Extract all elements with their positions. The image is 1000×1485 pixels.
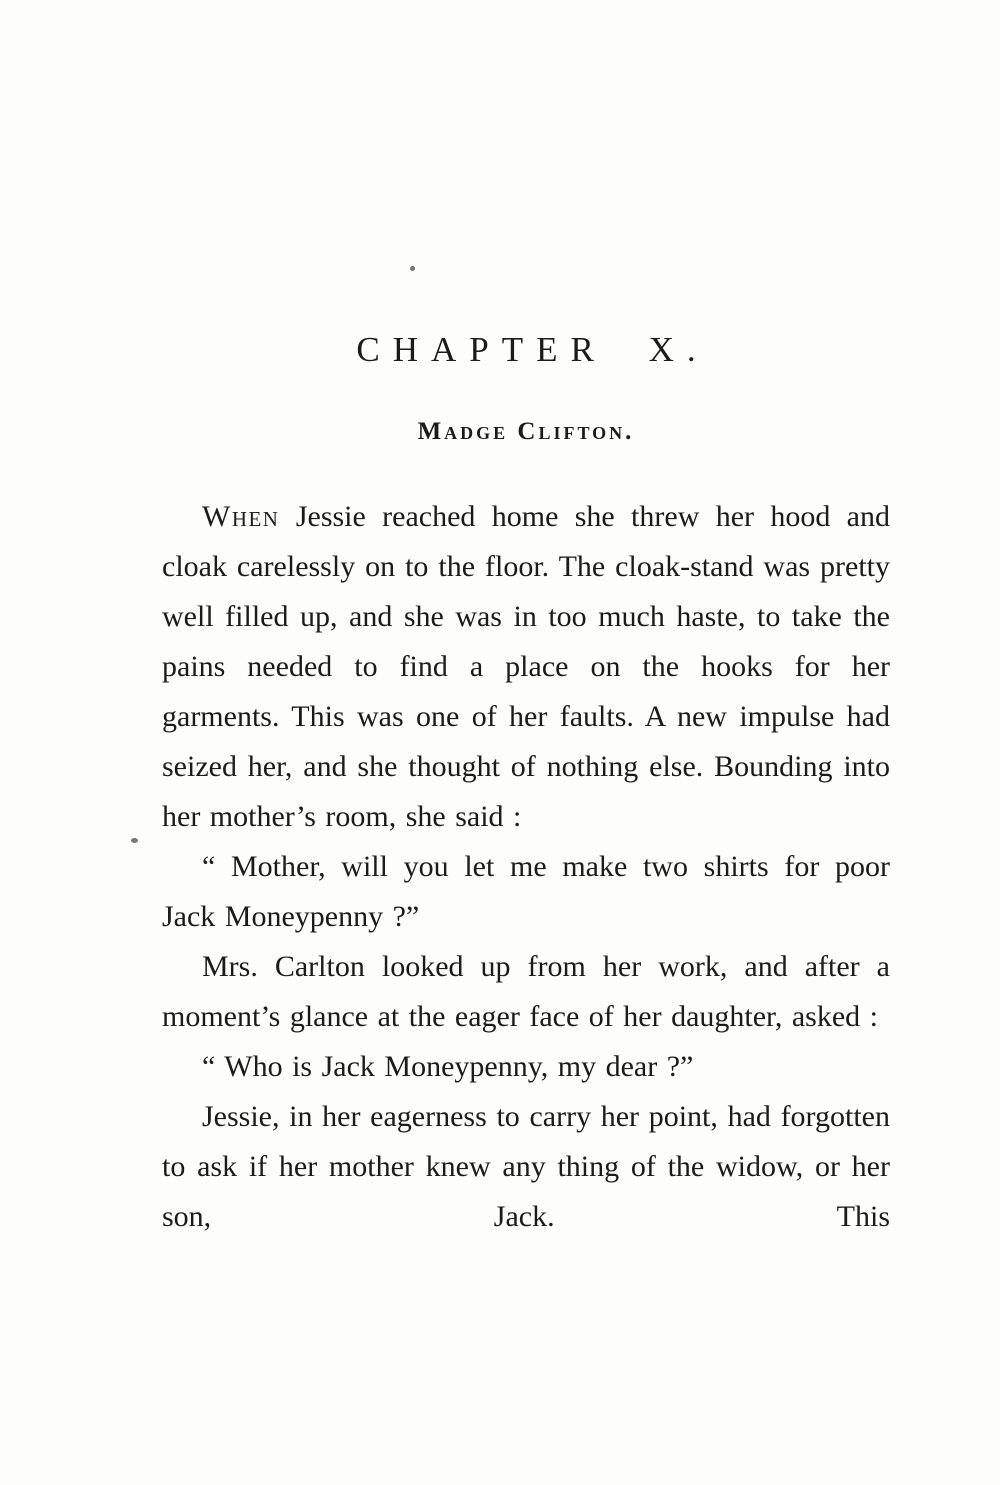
text-block xyxy=(162,330,890,1242)
paragraph-mrs-carlton: Mrs. Carlton looked up from her work, and after a moment’s glance at the eager face of her daughter, asked : xyxy=(162,950,890,1033)
paragraph-opening xyxy=(162,492,890,842)
paragraph-quote-who: “ Who is Jack Moneypenny, my dear ?” xyxy=(202,1050,694,1083)
paragraph-jessie-eagerness: Jessie, in her eagerness to carry her point, had forgotten to ask if her mother knew any thing of the widow, or her son, Jack. This xyxy=(162,1100,890,1233)
scan-speck xyxy=(131,838,138,843)
scan-speck xyxy=(410,266,415,271)
section-title: Madge Clifton. xyxy=(417,418,635,445)
paragraph-text: Jessie reached home she threw her hood and cloak carelessly on to the floor. The cloak-stand was pretty well filled up, and she was in too much haste, to take the pains needed to find a place on the hooks for her garments. This was one of her faults. A new impulse had seized her, and she thought of nothing else. Bounding into her mother’s room, she said : xyxy=(162,500,890,833)
paragraph-quote-mother: “ Mother, will you let me make two shirts for poor Jack Moneypenny ?” xyxy=(162,850,890,933)
chapter-heading: CHAPTER X. xyxy=(356,330,709,369)
lead-word: When xyxy=(202,500,280,533)
